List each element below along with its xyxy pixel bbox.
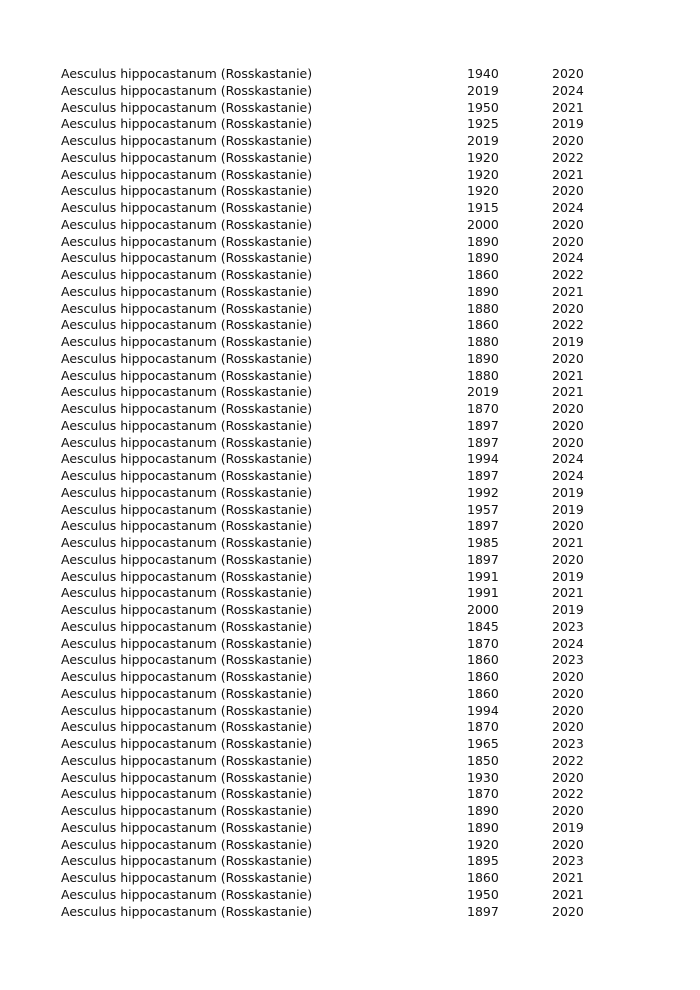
year-cell-1: 2019 — [467, 133, 499, 148]
species-cell: Aesculus hippocastanum (Rosskastanie) — [61, 468, 313, 483]
species-cell: Aesculus hippocastanum (Rosskastanie) — [61, 166, 313, 182]
year-cell-1: 1950 — [467, 886, 499, 902]
table-row — [61, 837, 621, 854]
species-cell: Aesculus hippocastanum (Rosskastanie) — [61, 484, 313, 500]
table-row — [61, 418, 621, 435]
year-cell-2: 2019 — [552, 501, 584, 517]
table-row — [61, 585, 621, 602]
species-cell: Aesculus hippocastanum (Rosskastanie) — [61, 669, 313, 684]
year-cell-1: 1920 — [467, 149, 499, 165]
table-row — [61, 853, 621, 870]
year-cell-1: 1870 — [467, 719, 499, 735]
table-row — [61, 334, 621, 351]
year-cell-1: 1895 — [467, 853, 499, 869]
species-cell: Aesculus hippocastanum (Rosskastanie) — [61, 216, 313, 232]
year-cell-1: 1920 — [467, 183, 499, 199]
year-cell-1: 1880 — [467, 300, 499, 316]
year-cell-1: 1890 — [467, 819, 499, 835]
year-cell-1: 1880 — [467, 334, 499, 349]
year-cell-2: 2020 — [552, 350, 584, 366]
year-cell-1: 1897 — [467, 903, 499, 919]
species-cell: Aesculus hippocastanum (Rosskastanie) — [61, 836, 313, 852]
year-cell-2: 2019 — [552, 819, 584, 835]
year-cell-1: 1870 — [467, 401, 499, 416]
year-cell-1: 1920 — [467, 836, 499, 852]
species-cell: Aesculus hippocastanum (Rosskastanie) — [61, 568, 313, 584]
table-row — [61, 267, 621, 284]
species-cell: Aesculus hippocastanum (Rosskastanie) — [61, 501, 313, 517]
species-cell: Aesculus hippocastanum (Rosskastanie) — [61, 702, 313, 718]
species-cell: Aesculus hippocastanum (Rosskastanie) — [61, 870, 313, 885]
year-cell-2: 2020 — [552, 434, 584, 450]
species-cell: Aesculus hippocastanum (Rosskastanie) — [61, 786, 313, 802]
table-row — [61, 686, 621, 703]
species-cell: Aesculus hippocastanum (Rosskastanie) — [61, 819, 313, 835]
year-cell-1: 1897 — [467, 468, 499, 483]
year-cell-1: 1860 — [467, 870, 499, 885]
year-cell-1: 1957 — [467, 501, 499, 517]
table-row — [61, 770, 621, 787]
year-cell-1: 2019 — [467, 384, 499, 400]
year-cell-2: 2021 — [552, 535, 584, 550]
year-cell-2: 2022 — [552, 149, 584, 165]
year-cell-1: 1850 — [467, 752, 499, 768]
year-cell-1: 1965 — [467, 736, 499, 751]
year-cell-2: 2020 — [552, 903, 584, 919]
year-cell-2: 2020 — [552, 803, 584, 818]
year-cell-1: 1940 — [467, 66, 499, 81]
year-cell-1: 1890 — [467, 803, 499, 818]
year-cell-1: 1890 — [467, 350, 499, 366]
year-cell-2: 2022 — [552, 752, 584, 768]
table-row — [61, 183, 621, 200]
table-row — [61, 552, 621, 569]
table-row — [61, 384, 621, 401]
table-row — [61, 535, 621, 552]
year-cell-1: 1915 — [467, 200, 499, 215]
year-cell-2: 2020 — [552, 769, 584, 785]
year-cell-2: 2020 — [552, 702, 584, 718]
table-row — [61, 736, 621, 753]
table-row — [61, 317, 621, 334]
year-cell-2: 2022 — [552, 786, 584, 802]
table-row — [61, 301, 621, 318]
table-row — [61, 703, 621, 720]
table-row — [61, 100, 621, 117]
year-cell-2: 2021 — [552, 99, 584, 115]
year-cell-1: 1890 — [467, 283, 499, 299]
year-cell-2: 2021 — [552, 870, 584, 885]
species-cell: Aesculus hippocastanum (Rosskastanie) — [61, 434, 313, 450]
species-cell: Aesculus hippocastanum (Rosskastanie) — [61, 300, 313, 316]
table-row — [61, 502, 621, 519]
year-cell-2: 2020 — [552, 133, 584, 148]
year-cell-1: 1860 — [467, 652, 499, 668]
year-cell-2: 2019 — [552, 116, 584, 132]
species-cell: Aesculus hippocastanum (Rosskastanie) — [61, 685, 313, 701]
year-cell-2: 2020 — [552, 551, 584, 567]
species-cell: Aesculus hippocastanum (Rosskastanie) — [61, 82, 313, 98]
year-cell-2: 2019 — [552, 602, 584, 617]
year-cell-1: 1860 — [467, 267, 499, 282]
year-cell-1: 1860 — [467, 317, 499, 333]
year-cell-1: 1897 — [467, 434, 499, 450]
year-cell-1: 1994 — [467, 451, 499, 467]
year-cell-1: 1897 — [467, 417, 499, 433]
year-cell-1: 1897 — [467, 551, 499, 567]
species-cell: Aesculus hippocastanum (Rosskastanie) — [61, 903, 313, 919]
species-cell: Aesculus hippocastanum (Rosskastanie) — [61, 267, 313, 282]
year-cell-1: 1992 — [467, 484, 499, 500]
species-cell: Aesculus hippocastanum (Rosskastanie) — [61, 66, 313, 81]
tree-table — [61, 66, 621, 920]
year-cell-2: 2020 — [552, 518, 584, 534]
table-row — [61, 167, 621, 184]
year-cell-2: 2020 — [552, 401, 584, 416]
species-cell: Aesculus hippocastanum (Rosskastanie) — [61, 803, 313, 818]
table-row — [61, 200, 621, 217]
year-cell-2: 2023 — [552, 736, 584, 751]
table-row — [61, 250, 621, 267]
species-cell: Aesculus hippocastanum (Rosskastanie) — [61, 635, 313, 651]
year-cell-2: 2023 — [552, 853, 584, 869]
year-cell-2: 2020 — [552, 300, 584, 316]
species-cell: Aesculus hippocastanum (Rosskastanie) — [61, 317, 313, 333]
year-cell-1: 1925 — [467, 116, 499, 132]
year-cell-1: 1890 — [467, 233, 499, 249]
table-row — [61, 652, 621, 669]
table-row — [61, 786, 621, 803]
table-row — [61, 116, 621, 133]
table-row — [61, 803, 621, 820]
year-cell-1: 2000 — [467, 602, 499, 617]
species-cell: Aesculus hippocastanum (Rosskastanie) — [61, 350, 313, 366]
year-cell-2: 2021 — [552, 283, 584, 299]
species-cell: Aesculus hippocastanum (Rosskastanie) — [61, 585, 313, 601]
year-cell-2: 2024 — [552, 200, 584, 215]
species-cell: Aesculus hippocastanum (Rosskastanie) — [61, 116, 313, 132]
table-row — [61, 753, 621, 770]
species-cell: Aesculus hippocastanum (Rosskastanie) — [61, 233, 313, 249]
species-cell: Aesculus hippocastanum (Rosskastanie) — [61, 719, 313, 735]
year-cell-2: 2024 — [552, 250, 584, 266]
species-cell: Aesculus hippocastanum (Rosskastanie) — [61, 200, 313, 215]
table-row — [61, 133, 621, 150]
table-row — [61, 66, 621, 83]
year-cell-1: 1870 — [467, 786, 499, 802]
year-cell-1: 1950 — [467, 99, 499, 115]
year-cell-2: 2024 — [552, 82, 584, 98]
year-cell-2: 2020 — [552, 66, 584, 81]
table-row — [61, 451, 621, 468]
table-row — [61, 217, 621, 234]
table-row — [61, 284, 621, 301]
table-row — [61, 719, 621, 736]
table-row — [61, 83, 621, 100]
year-cell-2: 2020 — [552, 417, 584, 433]
species-cell: Aesculus hippocastanum (Rosskastanie) — [61, 769, 313, 785]
year-cell-1: 1880 — [467, 367, 499, 383]
species-cell: Aesculus hippocastanum (Rosskastanie) — [61, 367, 313, 383]
table-row — [61, 485, 621, 502]
year-cell-2: 2019 — [552, 334, 584, 349]
year-cell-2: 2024 — [552, 451, 584, 467]
table-row — [61, 468, 621, 485]
year-cell-2: 2020 — [552, 183, 584, 199]
year-cell-2: 2020 — [552, 836, 584, 852]
year-cell-1: 1985 — [467, 535, 499, 550]
table-row — [61, 887, 621, 904]
year-cell-2: 2020 — [552, 685, 584, 701]
species-cell: Aesculus hippocastanum (Rosskastanie) — [61, 853, 313, 869]
species-cell: Aesculus hippocastanum (Rosskastanie) — [61, 752, 313, 768]
year-cell-1: 1897 — [467, 518, 499, 534]
species-cell: Aesculus hippocastanum (Rosskastanie) — [61, 551, 313, 567]
table-row — [61, 518, 621, 535]
year-cell-2: 2023 — [552, 618, 584, 634]
year-cell-2: 2021 — [552, 585, 584, 601]
year-cell-1: 1845 — [467, 618, 499, 634]
species-cell: Aesculus hippocastanum (Rosskastanie) — [61, 99, 313, 115]
year-cell-2: 2019 — [552, 568, 584, 584]
year-cell-2: 2021 — [552, 166, 584, 182]
year-cell-1: 1991 — [467, 585, 499, 601]
species-cell: Aesculus hippocastanum (Rosskastanie) — [61, 518, 313, 534]
species-cell: Aesculus hippocastanum (Rosskastanie) — [61, 652, 313, 668]
table-row — [61, 636, 621, 653]
table-row — [61, 619, 621, 636]
year-cell-2: 2024 — [552, 468, 584, 483]
species-cell: Aesculus hippocastanum (Rosskastanie) — [61, 401, 313, 416]
year-cell-2: 2020 — [552, 669, 584, 684]
species-cell: Aesculus hippocastanum (Rosskastanie) — [61, 183, 313, 199]
species-cell: Aesculus hippocastanum (Rosskastanie) — [61, 417, 313, 433]
table-row — [61, 351, 621, 368]
species-cell: Aesculus hippocastanum (Rosskastanie) — [61, 451, 313, 467]
table-row — [61, 820, 621, 837]
year-cell-1: 1890 — [467, 250, 499, 266]
table-row — [61, 234, 621, 251]
year-cell-1: 1860 — [467, 669, 499, 684]
year-cell-2: 2020 — [552, 233, 584, 249]
table-row — [61, 870, 621, 887]
species-cell: Aesculus hippocastanum (Rosskastanie) — [61, 283, 313, 299]
year-cell-1: 1920 — [467, 166, 499, 182]
year-cell-2: 2022 — [552, 267, 584, 282]
species-cell: Aesculus hippocastanum (Rosskastanie) — [61, 133, 313, 148]
year-cell-1: 1930 — [467, 769, 499, 785]
year-cell-1: 1870 — [467, 635, 499, 651]
table-row — [61, 401, 621, 418]
table-row — [61, 904, 621, 921]
year-cell-1: 1991 — [467, 568, 499, 584]
year-cell-2: 2021 — [552, 384, 584, 400]
year-cell-2: 2024 — [552, 635, 584, 651]
species-cell: Aesculus hippocastanum (Rosskastanie) — [61, 618, 313, 634]
year-cell-1: 1994 — [467, 702, 499, 718]
species-cell: Aesculus hippocastanum (Rosskastanie) — [61, 535, 313, 550]
table-row — [61, 602, 621, 619]
species-cell: Aesculus hippocastanum (Rosskastanie) — [61, 602, 313, 617]
species-cell: Aesculus hippocastanum (Rosskastanie) — [61, 250, 313, 266]
species-cell: Aesculus hippocastanum (Rosskastanie) — [61, 736, 313, 751]
species-cell: Aesculus hippocastanum (Rosskastanie) — [61, 886, 313, 902]
year-cell-2: 2020 — [552, 719, 584, 735]
year-cell-2: 2023 — [552, 652, 584, 668]
year-cell-2: 2020 — [552, 216, 584, 232]
table-row — [61, 569, 621, 586]
year-cell-1: 2000 — [467, 216, 499, 232]
year-cell-2: 2021 — [552, 886, 584, 902]
species-cell: Aesculus hippocastanum (Rosskastanie) — [61, 149, 313, 165]
table-row — [61, 669, 621, 686]
year-cell-2: 2019 — [552, 484, 584, 500]
table-row — [61, 435, 621, 452]
table-row — [61, 368, 621, 385]
year-cell-2: 2022 — [552, 317, 584, 333]
species-cell: Aesculus hippocastanum (Rosskastanie) — [61, 334, 313, 349]
table-row — [61, 150, 621, 167]
year-cell-1: 2019 — [467, 82, 499, 98]
year-cell-1: 1860 — [467, 685, 499, 701]
year-cell-2: 2021 — [552, 367, 584, 383]
species-cell: Aesculus hippocastanum (Rosskastanie) — [61, 384, 313, 400]
